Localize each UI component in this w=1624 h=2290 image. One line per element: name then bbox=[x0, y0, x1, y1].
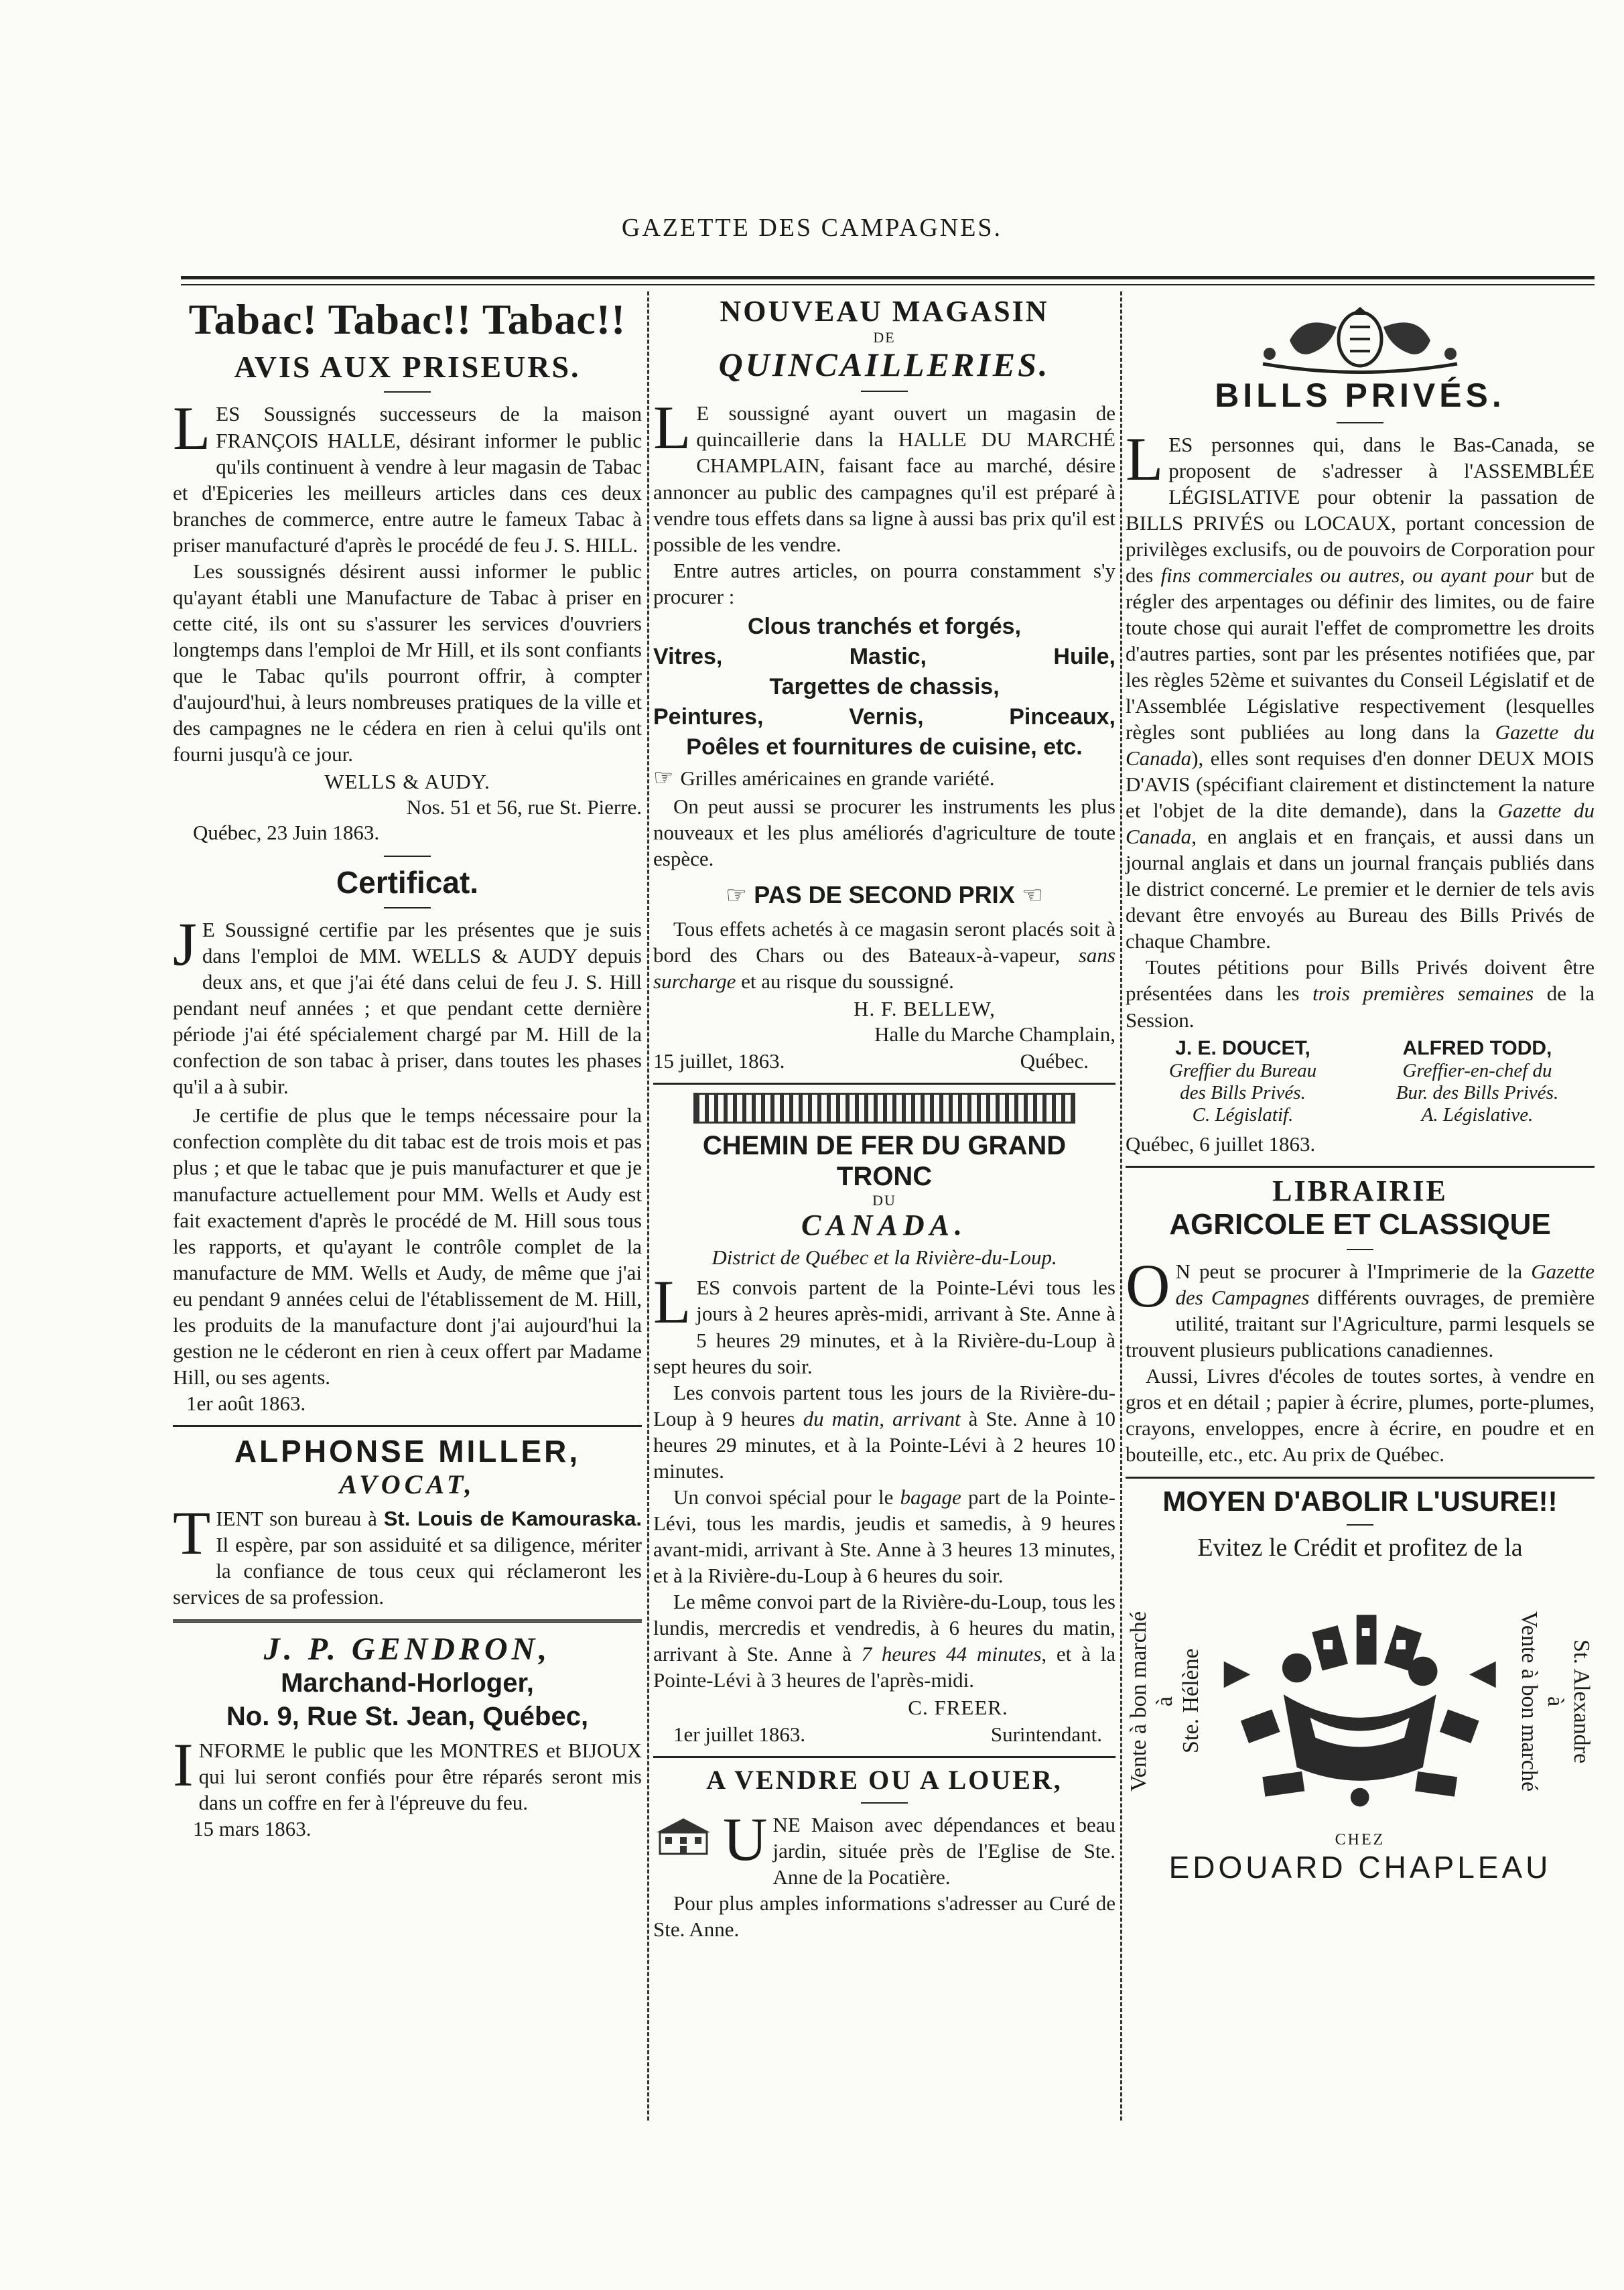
item-clous: Clous tranchés et forgés, bbox=[747, 613, 1022, 639]
usure-advert bbox=[1126, 1485, 1595, 1885]
rule bbox=[1126, 1477, 1595, 1479]
text-italic: Gazette du Canada bbox=[1126, 720, 1595, 770]
text: E Soussigné certifie par les présentes que je suis dans l'emploi de MM. WELLS & AUDY depuis deux ans, et que j'ai été dans celui de feu J. S. Hill pendant neuf années ; et que pendant cette dernière période j'ai été spécialement chargé par M. Hill de la confection de son tabac à priser, dans toutes les phases qu'il a à subir. bbox=[173, 918, 642, 1099]
house-icon bbox=[653, 1816, 714, 1856]
signature-role: Greffier-en-chef du bbox=[1402, 1059, 1552, 1081]
text: ), elles sont requises d'en donner DEUX MOIS D'AVIS (spécifiant clairement et distinctement la nature et l'objet de la dite demande), dans la bbox=[1126, 746, 1595, 823]
text: part de la Pointe-Lévi, tous les mardis, jeudis et samedis, à 9 heures avant-midi, arrivant à Ste. Anne à 3 heures 13 minutes, et à la Rivière-du-Loup à 6 heures du soir. bbox=[653, 1485, 1115, 1587]
masthead: GAZETTE DES CAMPAGNES. bbox=[621, 214, 1003, 242]
usure-subtitle: Evitez le Crédit et profitez de la bbox=[1197, 1534, 1523, 1562]
text-italic: bagage bbox=[900, 1485, 961, 1509]
rule bbox=[653, 1083, 1115, 1085]
miller-role: AVOCAT, bbox=[339, 1469, 476, 1499]
text-italic: Gazette des Campagnes bbox=[1175, 1259, 1595, 1309]
usure-chez: CHEZ bbox=[1335, 1831, 1385, 1849]
rule bbox=[861, 391, 908, 392]
miller-paragraph bbox=[173, 1498, 642, 1610]
tabac-title: Tabac! Tabac!! Tabac!! bbox=[188, 295, 626, 343]
text-italic: trois premières semaines bbox=[1312, 982, 1534, 1006]
text: Toutes pétitions pour Bills Privés doivent être présentées dans les bbox=[1126, 955, 1595, 1006]
drop-cap: T bbox=[173, 1498, 211, 1567]
chemin-paragraph-2 bbox=[653, 1379, 1115, 1484]
vertical-line: St. Alexandre bbox=[1569, 1639, 1594, 1763]
signature-name: J. E. DOUCET, bbox=[1175, 1036, 1310, 1059]
text: de la Session. bbox=[1126, 982, 1595, 1032]
item-targettes: Targettes de chassis, bbox=[769, 673, 1000, 699]
drop-cap: I bbox=[173, 1731, 194, 1800]
gendron-advert bbox=[173, 1631, 642, 1841]
chemin-du: DU bbox=[872, 1191, 896, 1209]
rule bbox=[861, 1802, 908, 1804]
magasin-city: Québec. bbox=[1020, 1049, 1089, 1073]
vertical-line: à bbox=[1152, 1696, 1178, 1706]
drop-cap: L bbox=[173, 394, 211, 463]
text: Les convois partent tous les jours de la Rivière-du-Loup à 9 heures bbox=[653, 1380, 1115, 1430]
drop-cap: O bbox=[1126, 1251, 1170, 1320]
text: Il espère, par son assiduité et sa diligence, mériter la confiance de tous ceux qui réclameront les services de sa profession. bbox=[173, 1532, 642, 1609]
text-italic: fins commerciales ou autres, ou ayant pour bbox=[1160, 563, 1534, 587]
royal-arms-ornament bbox=[1126, 300, 1595, 374]
rule bbox=[173, 1619, 642, 1624]
column-2 bbox=[653, 295, 1115, 1942]
text: ES convois partent de la Pointe-Lévi tous les jours à 2 heures après-midi, arrivant à Ste. Anne à 5 heures 29 minutes, et à la Rivière-du-Loup à sept heures du soir. bbox=[653, 1276, 1115, 1378]
vertical-line: Vente à bon marché bbox=[1516, 1611, 1542, 1792]
certificat-date: 1er août 1863. bbox=[186, 1391, 306, 1415]
miller-advert bbox=[173, 1434, 642, 1610]
chemin-paragraph-4 bbox=[653, 1589, 1115, 1693]
librairie-advert bbox=[1126, 1174, 1595, 1468]
text: IENT son bureau à bbox=[216, 1506, 384, 1530]
chemin-de-fer-advert bbox=[653, 1093, 1115, 1747]
usure-merchant-name: EDOUARD CHAPLEAU bbox=[1168, 1850, 1552, 1885]
bills-advert bbox=[1126, 300, 1595, 1156]
item-vernis: Vernis, bbox=[849, 703, 924, 730]
item-peintures: Peintures, bbox=[653, 703, 764, 730]
miller-location: St. Louis de Kamouraska. bbox=[383, 1506, 642, 1530]
item-vitres: Vitres, bbox=[653, 643, 723, 669]
text: ES personnes qui, dans le Bas-Canada, se proposent de s'adresser à l'ASSEMBLÉE LÉGISLATIVE pour obtenir la passation de BILLS PRIVÉS ou LOCAUX, portant concession de privilèges exclusifs, ou de pouvoirs de Corporation pour des bbox=[1126, 432, 1595, 587]
rule bbox=[173, 1425, 642, 1427]
vendre-paragraph-1 bbox=[653, 1805, 1115, 1890]
text: ES Soussignés successeurs de la maison FRANÇOIS HALLE, désirant informer le public qu'ils continuent à vendre à leur magasin de Tabac et d'Epiceries les meilleurs articles dans ces deux branches de commerce, entre autre le fameux Tabac à priser manufacturé d'après le procédé de feu J. S. HILL. bbox=[173, 402, 642, 557]
vendre-paragraph-2: Pour plus amples informations s'adresser au Curé de Ste. Anne. bbox=[653, 1891, 1115, 1942]
rule bbox=[653, 1756, 1115, 1758]
text: NE Maison avec dépendances et beau jardin, située près de l'Eglise de Ste. Anne de la Pocatière. bbox=[772, 1813, 1115, 1889]
text: Un convoi spécial pour le bbox=[673, 1485, 900, 1509]
bills-signatures bbox=[1126, 1037, 1595, 1127]
text-italic: Gazette du Canada bbox=[1126, 799, 1595, 849]
text: Le même convoi part de la Rivière-du-Loup, tous les lundis, mercredis et vendredis, à 6 heures du matin, arrivant à Ste. Anne à bbox=[653, 1589, 1115, 1666]
magasin-de: DE bbox=[873, 328, 896, 346]
text: but de régler des arpentages ou définir des limites, ou de faire toute chose qui aurait l'effet de compromettre les droits d'autres parties, sont par les présentes notifiées que, par les règles 52ème et suivantes du Conseil Législatif et de l'Assemblée Législative respectivement (lesquelles règles sont publiées au long dans la bbox=[1126, 563, 1595, 744]
chemin-paragraph-3 bbox=[653, 1484, 1115, 1589]
chemin-dateline bbox=[653, 1723, 1115, 1747]
rule bbox=[1347, 1524, 1373, 1526]
chemin-district: District de Québec et la Rivière-du-Loup. bbox=[712, 1245, 1057, 1269]
magasin-paragraph-5 bbox=[653, 916, 1115, 994]
chemin-date: 1er juillet 1863. bbox=[673, 1723, 806, 1747]
gendron-name: J. P. GENDRON, bbox=[263, 1631, 551, 1667]
magasin-signature: H. F. BELLEW, bbox=[854, 996, 996, 1020]
signature-role: Bur. des Bills Privés. bbox=[1396, 1081, 1559, 1103]
magasin-date: 15 juillet, 1863. bbox=[653, 1049, 785, 1073]
coat-of-arms-icon bbox=[1249, 300, 1471, 374]
text: Grilles américaines en grande variété. bbox=[680, 766, 995, 790]
chemin-role: Surintendant. bbox=[990, 1723, 1102, 1747]
text-italic: du matin, arrivant bbox=[803, 1406, 961, 1430]
text: E soussigné ayant ouvert un magasin de quincaillerie dans la HALLE DU MARCHÉ CHAMPLAIN, faisant face au marché, désire annoncer au public des campagnes qu'il est préparé à vendre tous effets dans sa ligne à aussi bas prix qu'il est possible de les vendre. bbox=[653, 401, 1115, 556]
usure-title: MOYEN D'ABOLIR L'USURE!! bbox=[1162, 1485, 1558, 1518]
signature-name: ALFRED TODD, bbox=[1402, 1036, 1552, 1059]
train-engraving bbox=[693, 1093, 1075, 1124]
tabac-paragraph-1 bbox=[173, 394, 642, 557]
text: , en anglais et en français, et aussi dans un journal anglais et dans un journal français publiés dans le district concerné. Le premier et le dernier de tels avis devant être envoyés au Bureau des Bills Privés de chaque Chambre. bbox=[1126, 825, 1595, 953]
certificat-advert bbox=[173, 865, 642, 1416]
basket-engraving-icon bbox=[1204, 1580, 1515, 1822]
librairie-subtitle: AGRICOLE ET CLASSIQUE bbox=[1169, 1208, 1551, 1241]
chemin-paragraph-1 bbox=[653, 1268, 1115, 1379]
signature-role: des Bills Privés. bbox=[1180, 1081, 1306, 1103]
column-divider-2 bbox=[1120, 291, 1122, 2120]
vertical-text-right bbox=[1516, 1577, 1595, 1825]
magasin-paragraph-3 bbox=[653, 764, 1115, 793]
rule bbox=[1337, 422, 1383, 423]
top-rule bbox=[181, 276, 1595, 279]
text: N peut se procurer à l'Imprimerie de la bbox=[1175, 1259, 1532, 1283]
magasin-dateline bbox=[653, 1049, 1115, 1073]
vertical-line: Ste. Hélène bbox=[1178, 1648, 1204, 1754]
item-poeles: Poêles et fournitures de cuisine, etc. bbox=[686, 734, 1083, 760]
signature-doucet bbox=[1126, 1037, 1360, 1127]
signature-todd bbox=[1360, 1037, 1595, 1127]
text: Tous effets achetés à ce magasin seront placés soit à bord des Chars ou des Bateaux-à-vapeur, bbox=[653, 917, 1115, 967]
magasin-paragraph-2: Entre autres articles, on pourra constamment s'y procurer : bbox=[653, 558, 1115, 608]
bills-date: Québec, 6 juillet 1863. bbox=[1126, 1132, 1316, 1156]
gendron-date: 15 mars 1863. bbox=[193, 1817, 312, 1841]
rule bbox=[384, 391, 431, 393]
tabac-advert bbox=[173, 295, 642, 845]
signature-role: Greffier du Bureau bbox=[1168, 1059, 1317, 1081]
item-pinceaux: Pinceaux, bbox=[1009, 703, 1115, 730]
text: différents ouvrages, de première utilité, traitant sur l'Agriculture, parmi lesquels se trouvent plusieurs publications canadiennes. bbox=[1126, 1285, 1595, 1361]
text-italic: 7 heures 44 minutes bbox=[861, 1642, 1042, 1666]
librairie-paragraph-2: Aussi, Livres d'écoles de toutes sortes, à vendre en gros et en détail ; papier à écrire, plumes, porte-plumes, crayons, enveloppes, encre à écrire, en poudre et en bouteille, etc., etc. Au prix de Québec. bbox=[1126, 1363, 1595, 1467]
rule bbox=[1347, 1249, 1373, 1250]
item-mastic: Mastic, bbox=[849, 643, 927, 669]
drop-cap: L bbox=[1126, 424, 1164, 493]
tabac-address: Nos. 51 et 56, rue St. Pierre. bbox=[406, 795, 642, 819]
text: à Ste. Anne à 10 heures 29 minutes, et à la Pointe-Lévi à 2 heures 10 minutes. bbox=[653, 1406, 1115, 1483]
pointing-hand-icon: ☞ bbox=[653, 765, 674, 791]
bills-paragraph-1 bbox=[1126, 424, 1595, 955]
usure-illustration bbox=[1126, 1574, 1595, 1828]
drop-cap: U bbox=[723, 1805, 768, 1874]
text: et au risque du soussigné. bbox=[736, 969, 954, 993]
magasin-quincailleries: QUINCAILLERIES. bbox=[718, 345, 1051, 383]
librairie-paragraph-1 bbox=[1126, 1251, 1595, 1363]
vendre-title: A VENDRE OU A LOUER, bbox=[706, 1765, 1063, 1796]
rule bbox=[384, 856, 431, 857]
column-divider-1 bbox=[647, 291, 649, 2120]
tabac-paragraph-2: Les soussignés désirent aussi informer le public qu'ayant établi une Manufacture de Tabac à priser en cette cité, ils ont su s'assurer les services d'ouvriers longtemps dans l'emploi de Mr Hill, et ils sont confiants que le Tabac qu'ils pourront offrir, à compter d'aujourd'hui, à leurs nombreuses pratiques de la ville et des campagnes ne le cédera en rien à celui qu'ils ont fourni jusqu'à ce jour. bbox=[173, 559, 642, 766]
magasin-title: NOUVEAU MAGASIN bbox=[720, 295, 1049, 328]
tabac-signature: WELLS & AUDY. bbox=[324, 770, 490, 794]
bills-paragraph-2 bbox=[1126, 954, 1595, 1032]
drop-cap: J bbox=[173, 910, 197, 979]
magasin-place: Halle du Marche Champlain, bbox=[874, 1022, 1115, 1046]
drop-cap: L bbox=[653, 1268, 691, 1337]
text: NFORME le public que les MONTRES et BIJOUX qui lui seront confiés pour être réparés seront mis dans un coffre en fer à l'épreuve du feu. bbox=[198, 1739, 642, 1815]
pas-de-second-prix: ☞ PAS DE SECOND PRIX ☜ bbox=[726, 880, 1043, 908]
top-rule-thin bbox=[181, 284, 1595, 285]
vertical-line: Vente à bon marché bbox=[1126, 1611, 1151, 1792]
certificat-title: Certificat. bbox=[336, 865, 479, 900]
gendron-role: Marchand-Horloger, bbox=[281, 1668, 534, 1698]
chemin-canada: CANADA. bbox=[801, 1209, 967, 1242]
text-italic: sans surcharge bbox=[653, 943, 1115, 993]
magasin-paragraph-1 bbox=[653, 393, 1115, 557]
signature-role: C. Législatif. bbox=[1192, 1104, 1294, 1126]
bills-title: BILLS PRIVÉS. bbox=[1215, 377, 1505, 414]
rule bbox=[1126, 1166, 1595, 1168]
item-huile: Huile, bbox=[1053, 643, 1115, 669]
vertical-text-left bbox=[1126, 1577, 1204, 1825]
tabac-subtitle: AVIS AUX PRISEURS. bbox=[234, 349, 581, 384]
gendron-address: No. 9, Rue St. Jean, Québec, bbox=[226, 1702, 589, 1732]
item-row-1 bbox=[653, 644, 1115, 670]
chemin-title: CHEMIN DE FER DU GRAND TRONC bbox=[702, 1130, 1067, 1191]
miller-name: ALPHONSE MILLER, bbox=[234, 1433, 581, 1469]
chemin-signature: C. FREER. bbox=[908, 1696, 1008, 1720]
tabac-date: Québec, 23 Juin 1863. bbox=[193, 821, 380, 845]
signature-role: A. Législative. bbox=[1421, 1104, 1534, 1126]
quincaillerie-advert bbox=[653, 295, 1115, 1073]
gendron-paragraph bbox=[173, 1731, 642, 1816]
librairie-title: LIBRAIRIE bbox=[1272, 1174, 1448, 1207]
vertical-line: à bbox=[1542, 1696, 1568, 1706]
text: , et à la Pointe-Lévi à 3 heures de l'après-midi. bbox=[653, 1642, 1115, 1692]
vendre-advert bbox=[653, 1765, 1115, 1942]
magasin-paragraph-4: On peut aussi se procurer les instruments les plus nouveaux et les plus améliorés d'agriculture de toute espèce. bbox=[653, 794, 1115, 870]
column-1 bbox=[173, 295, 642, 1841]
drop-cap: L bbox=[653, 393, 691, 462]
item-row-2 bbox=[653, 704, 1115, 730]
certificat-paragraph-2: Je certifie de plus que le temps nécessaire pour la confection complète du dit tabac est de trois mois et pas plus ; et que le tabac que je puis manufacturer et que je manufacture actuellement pour MM. Wells et Audy est fait exactement d'après le procédé de M. Hill sous tous les rapports, et qu'ayant le contrôle complet de la manufacture de MM. Wells et Audy, de même que j'ai eu pendant 9 années celui de l'établissement de M. Hill, les produits de la manufacture dont j'ai aujourd'hui la gestion ne le céderont en rien à ceux offert par Madame Hill, ou ses agents. bbox=[173, 1103, 642, 1389]
column-3 bbox=[1126, 295, 1595, 1885]
certificat-paragraph-1 bbox=[173, 910, 642, 1099]
rule bbox=[384, 907, 431, 908]
